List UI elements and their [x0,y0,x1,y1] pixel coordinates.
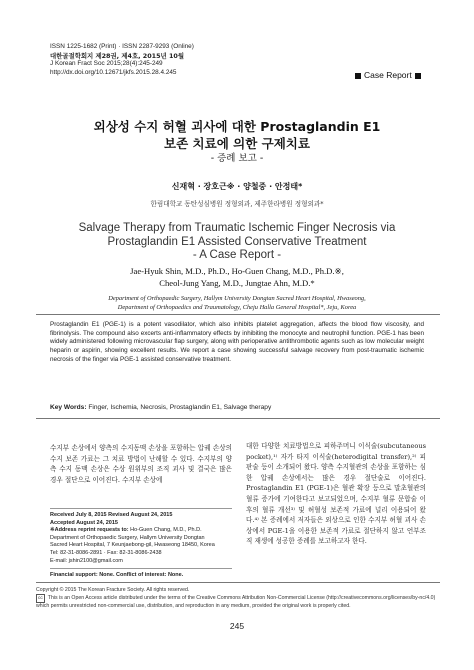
english-affiliation-line2: Department of Orthopaedics and Traumatology, Cheju Halla General Hospital*, Jeju, Korea [117,304,357,311]
square-icon [415,73,421,79]
english-authors [0,266,474,289]
korean-title-line1: 외상성 수지 허혈 괴사에 대한 Prostaglandin E1 [93,119,381,134]
keywords [50,404,430,411]
correspondence-hospital: Sacred Heart Hospital, 7 Keunjaebong-gil, Hwaseong 18450, Korea [50,542,215,549]
divider [36,418,440,419]
copyright-line: Copyright © 2015 The Korean Fracture Society. All rights reserved. [36,587,190,593]
license-line [36,594,440,610]
journal-ko: 대한골절학회지 제28권, 제4호, 2015년 10월 [50,51,185,60]
english-title-line1: Salvage Therapy from Traumatic Ischemic Finger Necrosis via [78,222,396,234]
correspondence-name: Ho-Guen Chang, M.D., Ph.D. [130,527,202,534]
abstract: Prostaglandin E1 (PGE-1) is a potent vasodilator, which also inhibits platelet aggregation, affects the blood flow viscosity, and fibrinolysis. The compound also excerts anti-inflammatory effects by inhibiting the monocyte and neutrophil function. PGE-1 has been widely administered following microvascular flap surgery, along with perioperative antithrombotic agents such as low molecular weight heparin or aspirin, showing excellent results. We report a case showing successful salvage recovery from post-traumatic ischemic necrosis of the finger via PGE-1 assisted conservative treatment. [50,321,424,363]
disclosure: Financial support: None. Conflict of interest: None. [50,572,184,579]
korean-title [0,118,474,165]
keywords-label: Key Words: [50,404,87,411]
correspondence-email[interactable]: E-mail: jshin2100@gmail.com [50,557,123,564]
page-number: 245 [229,621,245,631]
english-authors-line1: Jae-Hyuk Shin, M.D., Ph.D., Ho-Guen Chang, M.D., Ph.D.※, [130,266,344,276]
korean-title-line2: 보존 치료에 의한 구제치료 [164,136,310,151]
notes-divider [50,568,232,569]
journal-en: J Korean Fract Soc 2015;28(4):245-249 [50,60,163,68]
keywords-text: Finger, Ischemia, Necrosis, Prostaglandin E1, Salvage therapy [88,404,272,411]
article-notes [50,505,232,580]
accepted-date: Accepted August 24, 2015 [50,519,118,526]
case-report-badge [352,70,424,80]
issn: ISSN 1225-1682 (Print) · ISSN 2287-9293 (Online) [50,43,194,50]
correspondence-tel: Tel: 82-31-8086-2891 · Fax: 82-31-8086-2438 [50,549,162,556]
korean-authors: 신재혁 · 장호근※ · 양철중 · 안정태* [171,182,303,191]
english-subtitle: - A Case Report - [192,249,282,261]
received-dates: Received July 8, 2015 Revised August 24, 2015 [50,512,173,518]
english-affiliation [0,294,474,312]
square-icon [355,73,361,79]
korean-subtitle: - 증례 보고 - [210,153,264,164]
notes-divider [50,508,232,509]
english-affiliation-line1: Department of Orthopaedic Surgery, Hallym University Dongtan Sacred Heart Hospital, Hwaseong, [108,295,366,302]
cc-license-icon: cc [38,596,43,601]
english-title [0,222,474,263]
license-text: This is an Open Access article distributed under the terms of the Creative Commons Attribution Non-Commercial License (http://creativecommons.org/licenses/by-nc/4.0) which permits unrestricted non-commercial use, distribution, and reproduction in any medium, provided the original work is properly cited. [36,595,436,609]
doi-link[interactable]: http://dx.doi.org/10.12671/jkfs.2015.28.4.245 [50,68,177,76]
journal-meta [50,43,194,77]
correspondence-label: ※Address reprint requests to: [50,527,129,534]
english-title-line2: Prostaglandin E1 Assisted Conservative Treatment [107,235,367,248]
english-authors-line2: Cheol-Jung Yang, M.D., Jungtae Ahn, M.D.* [159,277,315,288]
badge-label: Case Report [364,70,412,80]
body-left-column: 수지부 손상에서 양측의 수지동맥 손상을 포함하는 압궤 손상의 수지 보존 가료는 그 치료 방법이 난해할 수 있다. 수지부의 양측 수지 동맥 손상은 수상 원위부의 조직 괴사 및 결국은 많은 경우 절단으로 이어진다. 수지부 손상에 [50,444,232,484]
body-right-column: 대한 다양한 치료방법으로 피하주머니 이식술(subcutaneous pocket),¹⁾ 자가 타지 이식술(heterodigital transfer),²⁾ 피판술 등이 소개되어 왔다. 양측 수지혈관의 손상을 포함하는 심한 압궤 손상에서는 많은 경우 절단술로 이어진다. Prostaglandin E1 (PGE-1)은 혈관 확장 등으로 말초혈관의 혈류 증가에 기여한다고 보고되었으며, 수지부 혈류 문합술 이후의 혈류 개선³⁾ 및 허혈성 보존적 가료에 널리 이용되어 왔다.⁴⁾ 본 증례에서 저자들은 외상으로 인한 수지부 허혈 괴사 손상에서 PGE-1을 이용한 보존적 가료로 절단하지 않고 언부조직 재생에 성공한 증례를 보고하고자 한다. [246,442,426,546]
correspondence-dept: Department of Orthopaedic Surgery, Hallym University Dongtan [50,534,205,541]
korean-affiliation: 한림대학교 동탄성심병원 정형외과, 제주한라병원 정형외과* [150,200,324,208]
divider [36,314,440,315]
divider [36,582,440,583]
copyright [36,587,440,610]
correspondence [50,527,232,535]
